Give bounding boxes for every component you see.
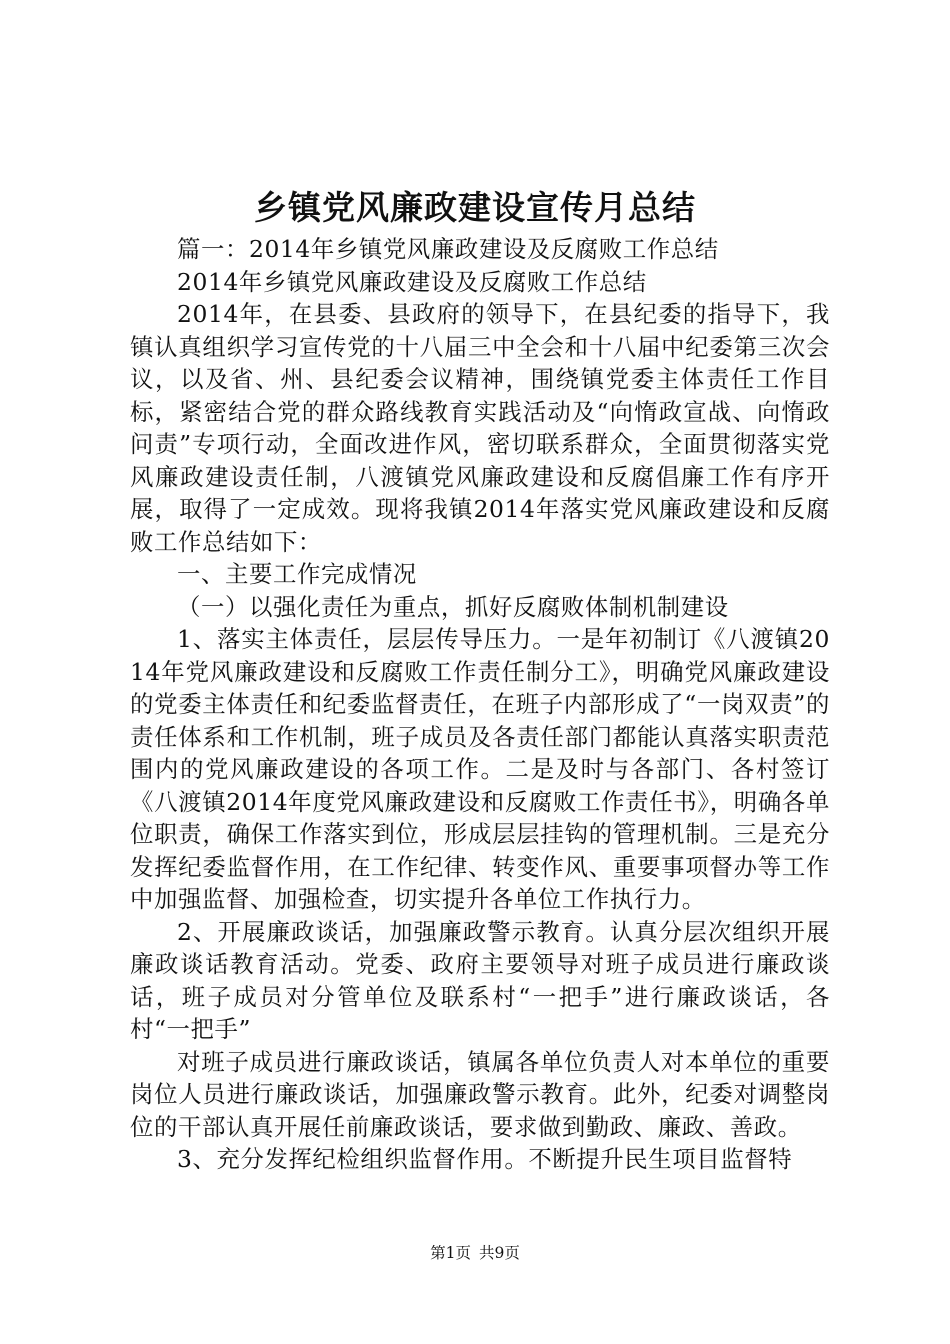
subsection-heading-responsibility: （一）以强化责任为重点，抓好反腐败体制机制建设 [177, 592, 729, 621]
paragraph-item-3: 3、充分发挥纪检组织监督作用。不断提升民生项目监督特 [177, 1145, 793, 1173]
document-title: 乡镇党风廉政建设宣传月总结 [254, 188, 696, 227]
paragraph-item-2-continued: 对班子成员进行廉政谈话，镇属各单位负责人对本单位的重要岗位人员进行廉政谈话，加强廉政警示教育。此外，纪委对调整岗位的干部认真开展任前廉政谈话，要求做到勤政、廉政、善政。 [130, 1047, 830, 1141]
paragraph-item-1: 1、落实主体责任，层层传导压力。一是年初制订《八渡镇2014年党风廉政建设和反腐败工作责任制分工》，明确党风廉政建设的党委主体责任和纪委监督责任，在班子内部形成了“一岗双责”的责任体系和工作机制，班子成员及各责任部门都能认真落实职责范围内的党风廉政建设的各项工作。二是及时与各部门、各村签订《八渡镇2014年度党风廉政建设和反腐败工作责任书》，明确各单位职责，确保工作落实到位，形成层层挂钩的管理机制。三是充分发挥纪委监督作用，在工作纪律、转变作风、重要事项督办等工作中加强监督、加强检查，切实提升各单位工作执行力。 [130, 625, 830, 913]
page-number: 第1页 [430, 1244, 471, 1262]
page-total: 共9页 [479, 1244, 520, 1262]
document-body [130, 233, 830, 1176]
paragraph-item-2: 2、开展廉政谈话，加强廉政警示教育。认真分层次组织开展廉政谈话教育活动。党委、政府主要领导对班子成员进行廉政谈话，班子成员对分管单位及联系村“一把手”进行廉政谈话，各村“一把手” [130, 917, 830, 1043]
paragraph-heading-1: 篇一：2014年乡镇党风廉政建设及反腐败工作总结 [177, 235, 719, 263]
paragraph-intro: 2014年，在县委、县政府的领导下，在县纪委的指导下，我镇认真组织学习宣传党的十八届三中全会和十八届中纪委第三次会议，以及省、州、县纪委会议精神，围绕镇党委主体责任工作目标，紧密结合党的群众路线教育实践活动及“向惰政宣战、向惰政问责”专项行动，全面改进作风，密切联系群众，全面贯彻落实党风廉政建设责任制，八渡镇党风廉政建设和反腐倡廉工作有序开展，取得了一定成效。现将我镇2014年落实党风廉政建设和反腐败工作总结如下： [130, 300, 830, 556]
paragraph-heading-2: 2014年乡镇党风廉政建设及反腐败工作总结 [177, 267, 647, 296]
section-heading-main-work: 一、主要工作完成情况 [177, 560, 417, 588]
page-footer [0, 1243, 950, 1263]
